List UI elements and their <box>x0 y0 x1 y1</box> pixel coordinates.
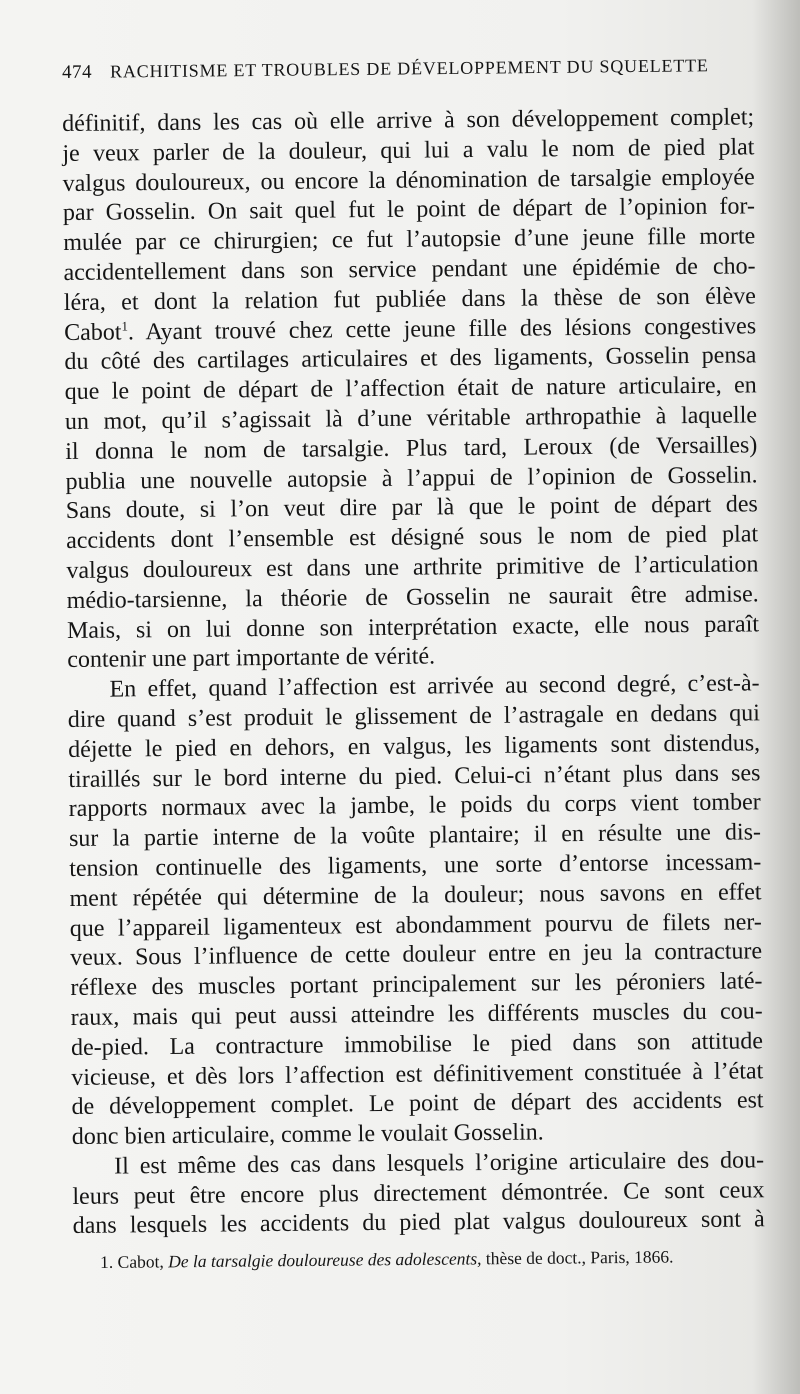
text-line: dans lesquels les accidents du pied plat valgus douloureux sont à <box>72 1206 765 1240</box>
text-line: que le point de départ de l’affection était de nature articulaire, en <box>64 372 757 406</box>
text-line: de développement complet. Le point de départ des accidents est <box>71 1087 764 1121</box>
text-line: accidents dont l’ensemble est désigné sous le nom de pied plat <box>66 521 759 555</box>
text-line: dire quand s’est produit le glissement de l’astragale en dedans qui <box>67 700 760 733</box>
text-line: contenir une part importante de vérité. <box>67 643 436 674</box>
text-line: En effet, quand l’affection est arrivée au second degré, c’est-à- <box>109 670 760 703</box>
text-line: réflexe des muscles portant principalement sur les péroniers laté- <box>70 968 763 1002</box>
text-line: il donna le nom de tarsalgie. Plus tard, Leroux (de Versailles) <box>65 432 758 465</box>
footnote-marker: 1 <box>121 317 128 334</box>
paragraph-1 <box>62 103 759 676</box>
text-line: rapports normaux avec la jambe, le poids du corps vient tomber <box>68 789 761 823</box>
text-line: tension continuelle des ligaments, une sorte d’entorse incessam- <box>69 849 762 882</box>
text-line: leurs peut être encore plus directement démontrée. Ce sont ceux <box>72 1176 765 1210</box>
text-line: médio-tarsienne, la théorie de Gosselin ne saurait être admise. <box>66 581 759 614</box>
text-line: ment répétée qui détermine de la douleur; nous savons en effet <box>69 879 762 912</box>
text-line: accidentellement dans son service pendant une épidémie de cho- <box>63 253 756 286</box>
footnote-details: thèse de doct., Paris, 1866. <box>485 1246 674 1269</box>
text-line: léra, et dont la relation fut publiée dans la thèse de son élève <box>63 283 756 316</box>
text-line: déjette le pied en dehors, en valgus, les ligaments sont distendus, <box>68 730 761 763</box>
text-line: par Gosselin. On sait quel fut le point de départ de l’opinion for- <box>62 193 756 227</box>
footnote-number: 1. <box>100 1251 114 1272</box>
text-line: raux, mais qui peut aussi atteindre les différents muscles du cou- <box>70 998 763 1031</box>
footnote <box>100 1244 760 1274</box>
paragraph-2 <box>67 669 764 1152</box>
cabot-name: Cabot <box>64 319 122 346</box>
text-line: Il est même des cas dans lesquels l’origine articulaire des dou- <box>114 1147 765 1180</box>
text-line: Sans doute, si l’on veut dire par là que le point de départ des <box>65 491 758 525</box>
text-line-remainder: . Ayant trouvé chez cette jeune fille des lésions congestives <box>127 312 757 345</box>
text-line: veux. Sous l’influence de cette douleur entre en jeu la contracture <box>70 938 763 972</box>
text-line: valgus douloureux, ou encore la dénomination de tarsalgie employée <box>62 163 755 197</box>
text-line: mulée par ce chirurgien; ce fut l’autopsie d’une jeune fille morte <box>63 223 756 257</box>
footnote-title: De la tarsalgie douloureuse des adolescents, <box>168 1248 482 1272</box>
page-number: 474 <box>62 61 93 83</box>
body-text <box>62 103 765 1242</box>
text-line: vicieuse, et dès lors l’affection est définitivement constituée à l’état <box>71 1057 764 1091</box>
text-line: Mais, si on lui donne son interprétation exacte, elle nous paraît <box>66 610 760 644</box>
text-line: tiraillés sur le bord interne du pied. Celui-ci n’étant plus dans ses <box>68 759 761 793</box>
text-line: de-pied. La contracture immobilise le pied dans son attitude <box>70 1028 764 1061</box>
footnote-author: Cabot, <box>117 1251 164 1272</box>
text-line: du côté des cartilages articulaires et des ligaments, Gosselin pensa <box>64 342 757 376</box>
text-line: sur la partie interne de la voûte plantaire; il en résulte une dis- <box>68 819 762 853</box>
paragraph-3 <box>72 1146 765 1242</box>
running-head <box>62 55 742 96</box>
text-line: je veux parler de la douleur, qui lui a valu le nom de pied plat <box>62 134 755 167</box>
running-title: RACHITISME ET TROUBLES DE DÉVELOPPEMENT DU SQUELETTE <box>109 55 709 82</box>
text-line: définitif, dans les cas où elle arrive à son développement complet; <box>62 104 755 137</box>
text-line: que l’appareil ligamenteux est abondamment pourvu de filets ner- <box>69 908 762 942</box>
text-line: valgus douloureux est dans une arthrite primitive de l’articulation <box>66 551 759 584</box>
text-line: donc bien articulaire, comme le voulait Gosselin. <box>71 1119 544 1151</box>
text-line: un mot, qu’il s’agissait là d’une véritable arthropathie à laquelle <box>64 402 758 435</box>
text-line: publia une nouvelle autopsie à l’appui de l’opinion de Gosselin. <box>65 461 758 495</box>
